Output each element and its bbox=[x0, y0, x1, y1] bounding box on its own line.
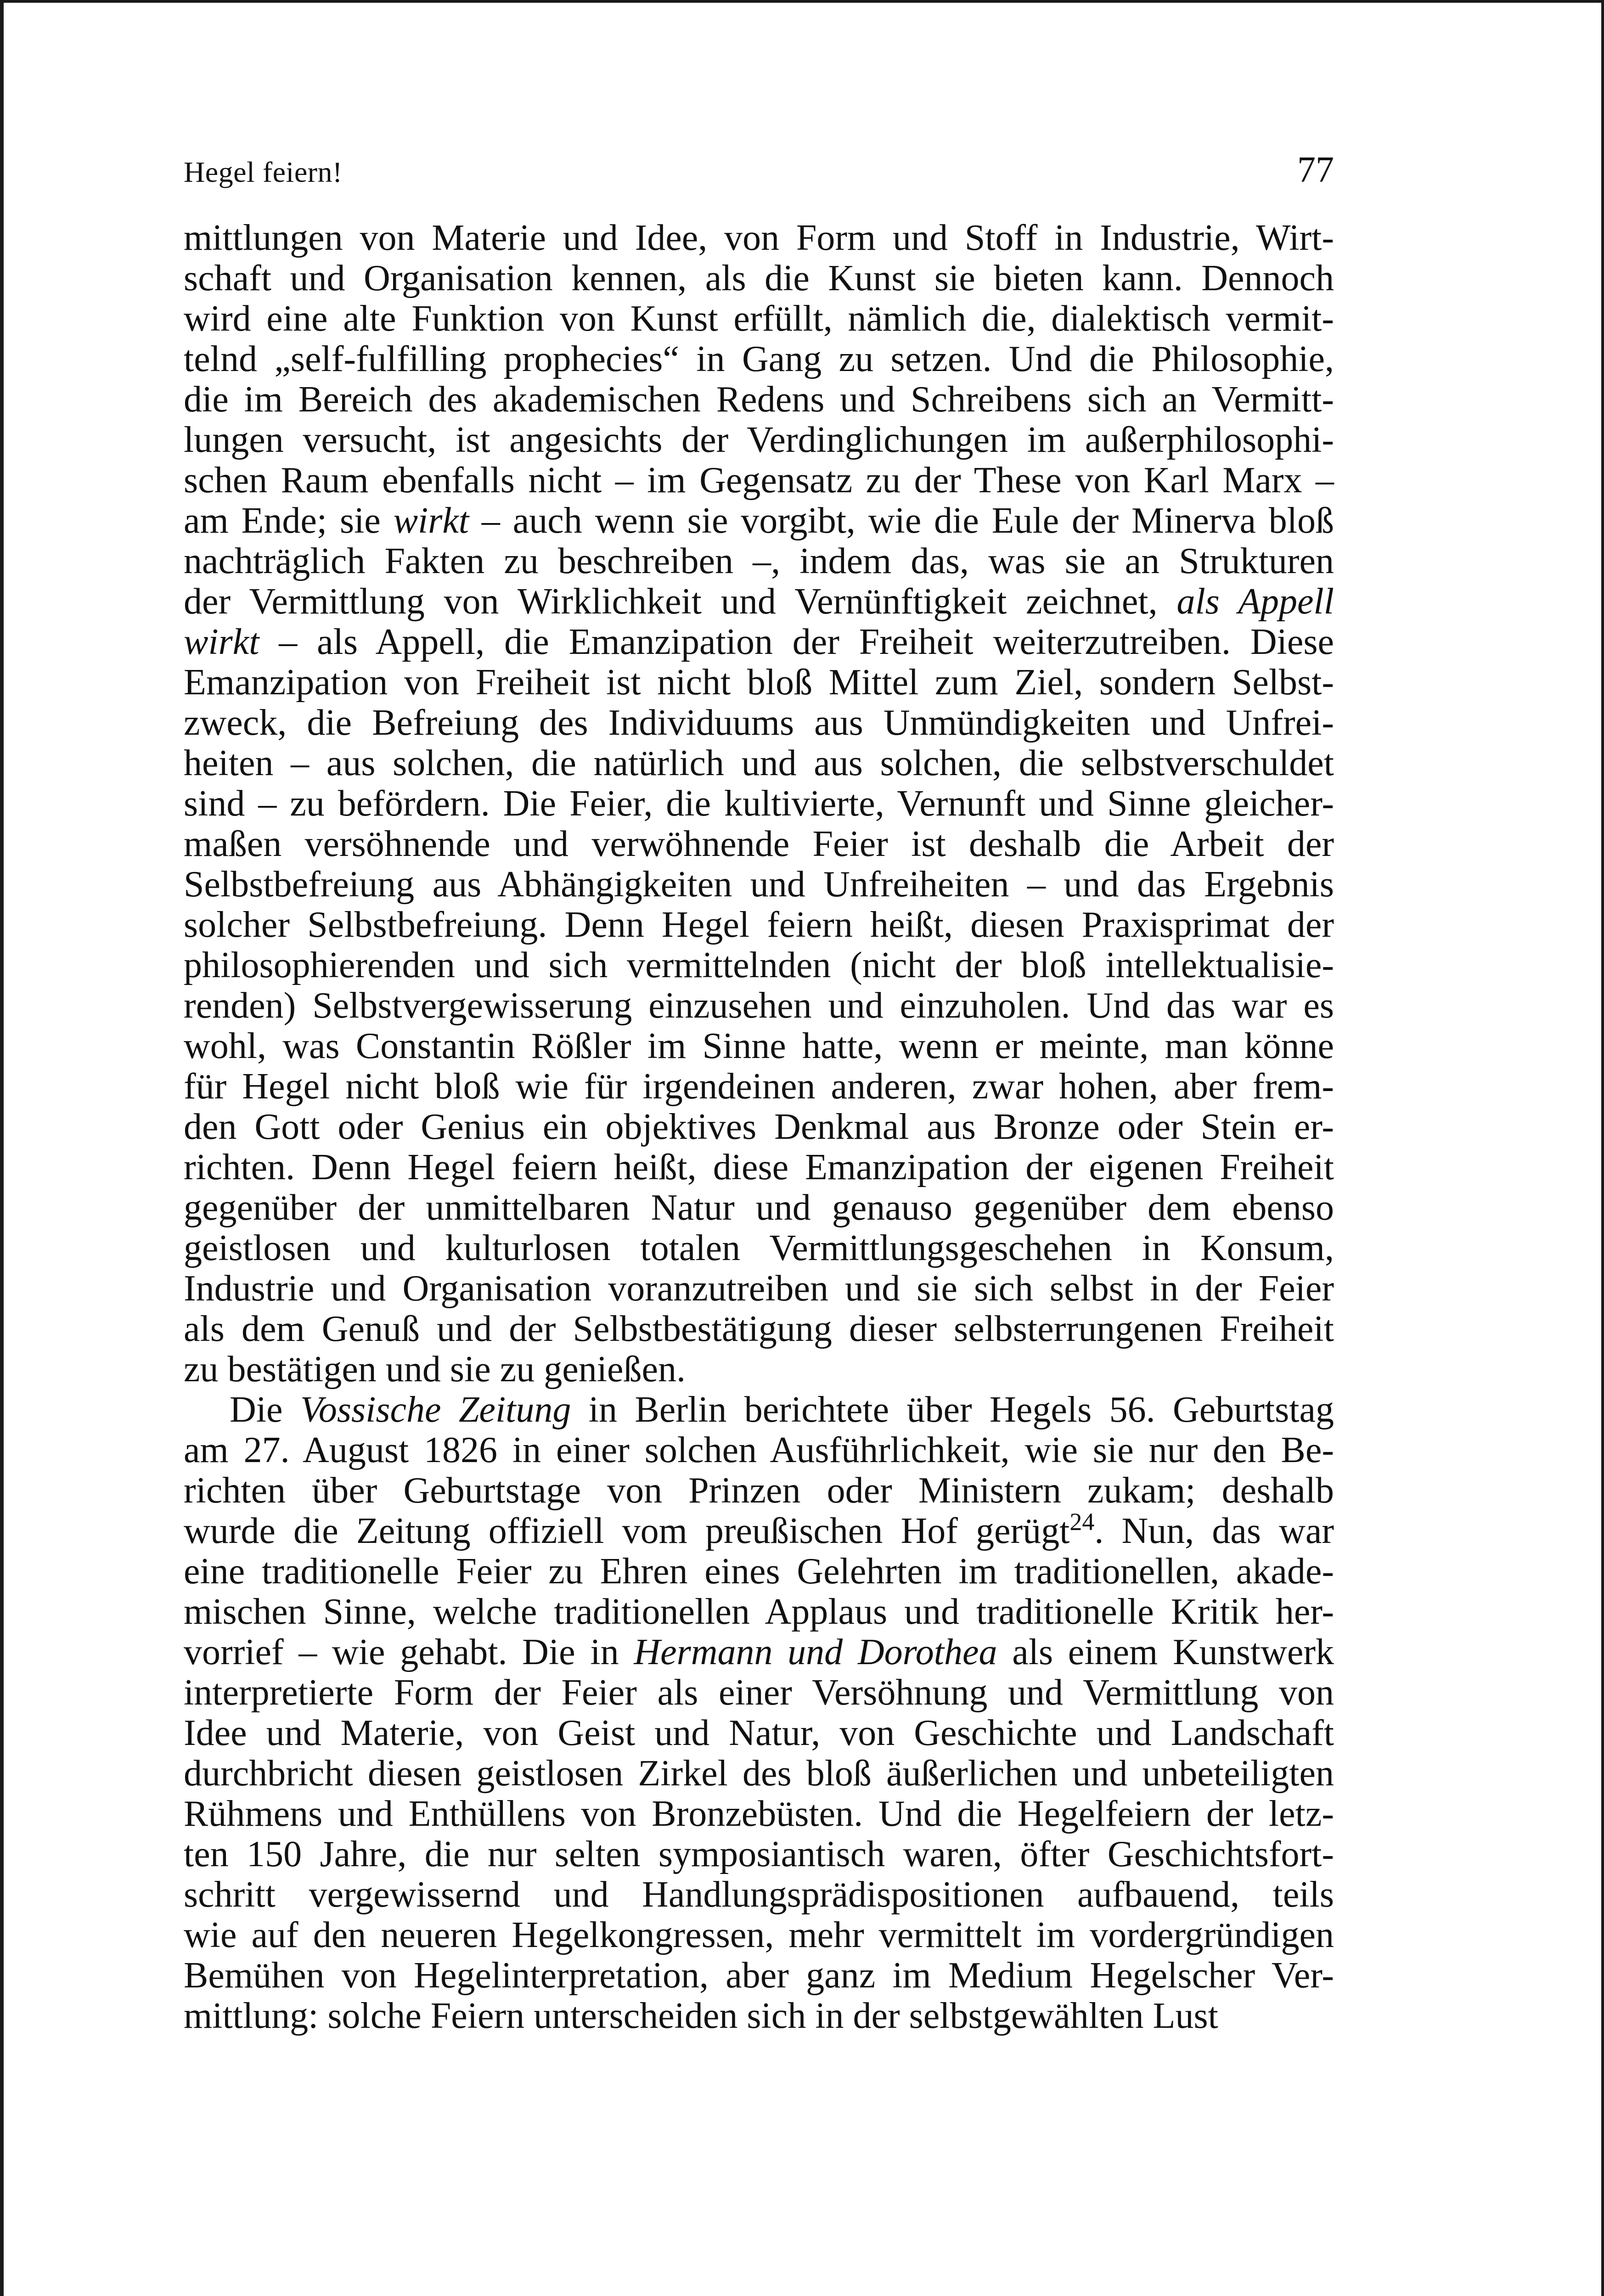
text-line bbox=[184, 1349, 1334, 1390]
text-segment: zweck, die Befreiung des Individuums aus Unmündigkeiten und Unfrei- bbox=[184, 703, 1334, 743]
text-segment: heiten – aus solchen, die natürlich und aus solchen, die selbstverschuldet bbox=[184, 743, 1334, 783]
text-line bbox=[184, 1996, 1334, 2036]
text-segment: lungen versucht, ist angesichts der Verdinglichungen im außerphilosophi- bbox=[184, 420, 1334, 460]
text-segment: – als Appell, die Emanzipation der Freiheit weiterzutreiben. Diese bbox=[259, 622, 1334, 662]
text-line bbox=[184, 1508, 1334, 1551]
text-line bbox=[184, 541, 1334, 581]
italic-text: als Appell bbox=[1176, 581, 1334, 622]
text-line bbox=[184, 1107, 1334, 1147]
italic-text: wirkt bbox=[393, 501, 469, 541]
text-line bbox=[184, 1147, 1334, 1187]
text-line bbox=[184, 420, 1334, 460]
text-line bbox=[184, 1915, 1334, 1955]
text-segment: – auch wenn sie vorgibt, wie die Eule der Minerva bloß bbox=[469, 501, 1334, 541]
text-line bbox=[184, 985, 1334, 1026]
running-head bbox=[184, 152, 1334, 202]
text-segment: wie auf den neueren Hegelkongressen, mehr vermittelt im vordergründigen bbox=[184, 1915, 1334, 1955]
book-page bbox=[184, 152, 1334, 2036]
text-segment: telnd „self-fulfilling prophecies“ in Gang zu setzen. Und die Philosophie, bbox=[184, 339, 1334, 379]
text-line bbox=[184, 501, 1334, 541]
scan-border-right bbox=[1601, 0, 1604, 2296]
text-line bbox=[184, 1874, 1334, 1915]
text-line bbox=[184, 945, 1334, 985]
paragraph bbox=[184, 1390, 1334, 2036]
text-segment: richten. Denn Hegel feiern heißt, diese Emanzipation der eigenen Freiheit bbox=[184, 1147, 1334, 1187]
text-line bbox=[184, 379, 1334, 420]
text-segment: ten 150 Jahre, die nur selten symposiantisch waren, öfter Geschichtsfort- bbox=[184, 1834, 1334, 1874]
text-line bbox=[184, 905, 1334, 945]
text-segment: mischen Sinne, welche traditionellen Applaus und traditionelle Kritik her- bbox=[184, 1592, 1334, 1632]
text-segment: interpretierte Form der Feier als einer Versöhnung und Vermittlung von bbox=[184, 1672, 1334, 1713]
text-segment: eine traditionelle Feier zu Ehren eines Gelehrten im traditionellen, akade- bbox=[184, 1551, 1334, 1592]
text-segment: der Vermittlung von Wirklichkeit und Vernünftigkeit zeichnet, bbox=[184, 581, 1177, 622]
text-segment: geistlosen und kulturlosen totalen Vermittlungsgeschehen in Konsum, bbox=[184, 1228, 1334, 1268]
text-line bbox=[184, 1794, 1334, 1834]
text-line bbox=[184, 864, 1334, 905]
text-segment: mittlungen von Materie und Idee, von Form und Stoff in Industrie, Wirt- bbox=[184, 218, 1334, 258]
text-segment: Emanzipation von Freiheit ist nicht bloß Mittel zum Ziel, sondern Selbst- bbox=[184, 662, 1334, 703]
text-line bbox=[184, 1470, 1334, 1511]
body-text bbox=[184, 218, 1334, 2036]
text-line bbox=[184, 1430, 1334, 1470]
text-line bbox=[184, 1672, 1334, 1713]
text-line bbox=[184, 298, 1334, 339]
running-title: Hegel feiern! bbox=[184, 156, 343, 188]
text-segment: in Berlin berichtete über Hegels 56. Geburtstag bbox=[571, 1390, 1334, 1430]
text-segment: gegenüber der unmittelbaren Natur und genauso gegenüber dem ebenso bbox=[184, 1187, 1334, 1228]
text-segment: renden) Selbstvergewisserung einzusehen und einzuholen. Und das war es bbox=[184, 985, 1334, 1026]
text-line bbox=[184, 1753, 1334, 1794]
text-segment: durchbricht diesen geistlosen Zirkel des bloß äußerlichen und unbeteiligten bbox=[184, 1753, 1334, 1794]
text-line bbox=[184, 824, 1334, 864]
text-line bbox=[184, 1390, 1334, 1430]
text-line bbox=[184, 258, 1334, 298]
text-segment: Bemühen von Hegelinterpretation, aber ganz im Medium Hegelscher Ver- bbox=[184, 1955, 1334, 1996]
text-segment: wurde die Zeitung offiziell vom preußischen Hof gerügt bbox=[184, 1511, 1070, 1551]
text-line bbox=[184, 743, 1334, 783]
text-segment: für Hegel nicht bloß wie für irgendeinen anderen, zwar hohen, aber frem- bbox=[184, 1066, 1334, 1107]
text-line bbox=[184, 783, 1334, 824]
text-segment: wird eine alte Funktion von Kunst erfüllt, nämlich die, dialektisch vermit- bbox=[184, 298, 1334, 339]
text-line bbox=[184, 1713, 1334, 1753]
text-line bbox=[184, 662, 1334, 703]
italic-text: Hermann und Dorothea bbox=[634, 1632, 997, 1672]
text-line bbox=[184, 1066, 1334, 1107]
text-segment: mittlung: solche Feiern unterscheiden sich in der selbstgewählten Lust bbox=[184, 1996, 1218, 2036]
text-segment: philosophierenden und sich vermittelnden (nicht der bloß intellektualisie- bbox=[184, 945, 1334, 985]
scan-border-left bbox=[0, 0, 4, 2296]
text-segment: . Nun, das war bbox=[1094, 1511, 1334, 1551]
text-segment: den Gott oder Genius ein objektives Denkmal aus Bronze oder Stein er- bbox=[184, 1107, 1334, 1147]
text-segment: Rühmens und Enthüllens von Bronzebüsten. Und die Hegelfeiern der letz- bbox=[184, 1794, 1334, 1834]
italic-text: Vossische Zeitung bbox=[300, 1390, 571, 1430]
text-segment: Industrie und Organisation voranzutreiben und sie sich selbst in der Feier bbox=[184, 1268, 1334, 1309]
text-segment: schen Raum ebenfalls nicht – im Gegensatz zu der These von Karl Marx – bbox=[184, 460, 1334, 501]
text-line bbox=[184, 218, 1334, 258]
text-segment: am 27. August 1826 in einer solchen Ausführlichkeit, wie sie nur den Be- bbox=[184, 1430, 1334, 1470]
text-line bbox=[184, 1551, 1334, 1592]
text-line bbox=[184, 622, 1334, 662]
text-segment: als dem Genuß und der Selbstbestätigung dieser selbsterrungenen Freiheit bbox=[184, 1309, 1334, 1349]
text-line bbox=[184, 1026, 1334, 1066]
text-line bbox=[184, 1592, 1334, 1632]
text-segment: sind – zu befördern. Die Feier, die kultivierte, Vernunft und Sinne gleicher- bbox=[184, 783, 1334, 824]
text-segment: Idee und Materie, von Geist und Natur, von Geschichte und Landschaft bbox=[184, 1713, 1334, 1753]
text-segment: am Ende; sie bbox=[184, 501, 394, 541]
text-line bbox=[184, 1955, 1334, 1996]
text-segment: die im Bereich des akademischen Redens und Schreibens sich an Vermitt- bbox=[184, 379, 1334, 420]
text-segment: als einem Kunstwerk bbox=[997, 1632, 1334, 1672]
text-segment: solcher Selbstbefreiung. Denn Hegel feiern heißt, diesen Praxisprimat der bbox=[184, 905, 1334, 945]
scan-border-top bbox=[0, 0, 1604, 3]
text-line bbox=[184, 581, 1334, 622]
text-segment: richten über Geburtstage von Prinzen oder Ministern zukam; deshalb bbox=[184, 1470, 1334, 1511]
text-line bbox=[184, 1834, 1334, 1874]
text-line bbox=[184, 1309, 1334, 1349]
text-line bbox=[184, 703, 1334, 743]
text-segment: vorrief – wie gehabt. Die in bbox=[184, 1632, 634, 1672]
text-segment: wohl, was Constantin Rößler im Sinne hatte, wenn er meinte, man könne bbox=[184, 1026, 1334, 1066]
text-line bbox=[184, 1268, 1334, 1309]
footnote-reference: 24 bbox=[1069, 1508, 1095, 1536]
text-segment: Selbstbefreiung aus Abhängigkeiten und Unfreiheiten – und das Ergebnis bbox=[184, 864, 1334, 905]
text-line bbox=[184, 460, 1334, 501]
text-segment: zu bestätigen und sie zu genießen. bbox=[184, 1349, 686, 1390]
text-line bbox=[184, 1632, 1334, 1672]
text-line bbox=[184, 1228, 1334, 1268]
page-number: 77 bbox=[1297, 150, 1334, 190]
text-line bbox=[184, 1187, 1334, 1228]
text-segment: nachträglich Fakten zu beschreiben –, indem das, was sie an Strukturen bbox=[184, 541, 1334, 581]
italic-text: wirkt bbox=[184, 622, 259, 662]
text-segment: Die bbox=[230, 1390, 300, 1430]
text-line bbox=[184, 339, 1334, 379]
text-segment: schritt vergewissernd und Handlungsprädispositionen aufbauend, teils bbox=[184, 1874, 1334, 1915]
text-segment: schaft und Organisation kennen, als die Kunst sie bieten kann. Dennoch bbox=[184, 258, 1334, 298]
paragraph bbox=[184, 218, 1334, 1390]
text-segment: maßen versöhnende und verwöhnende Feier ist deshalb die Arbeit der bbox=[184, 824, 1334, 864]
